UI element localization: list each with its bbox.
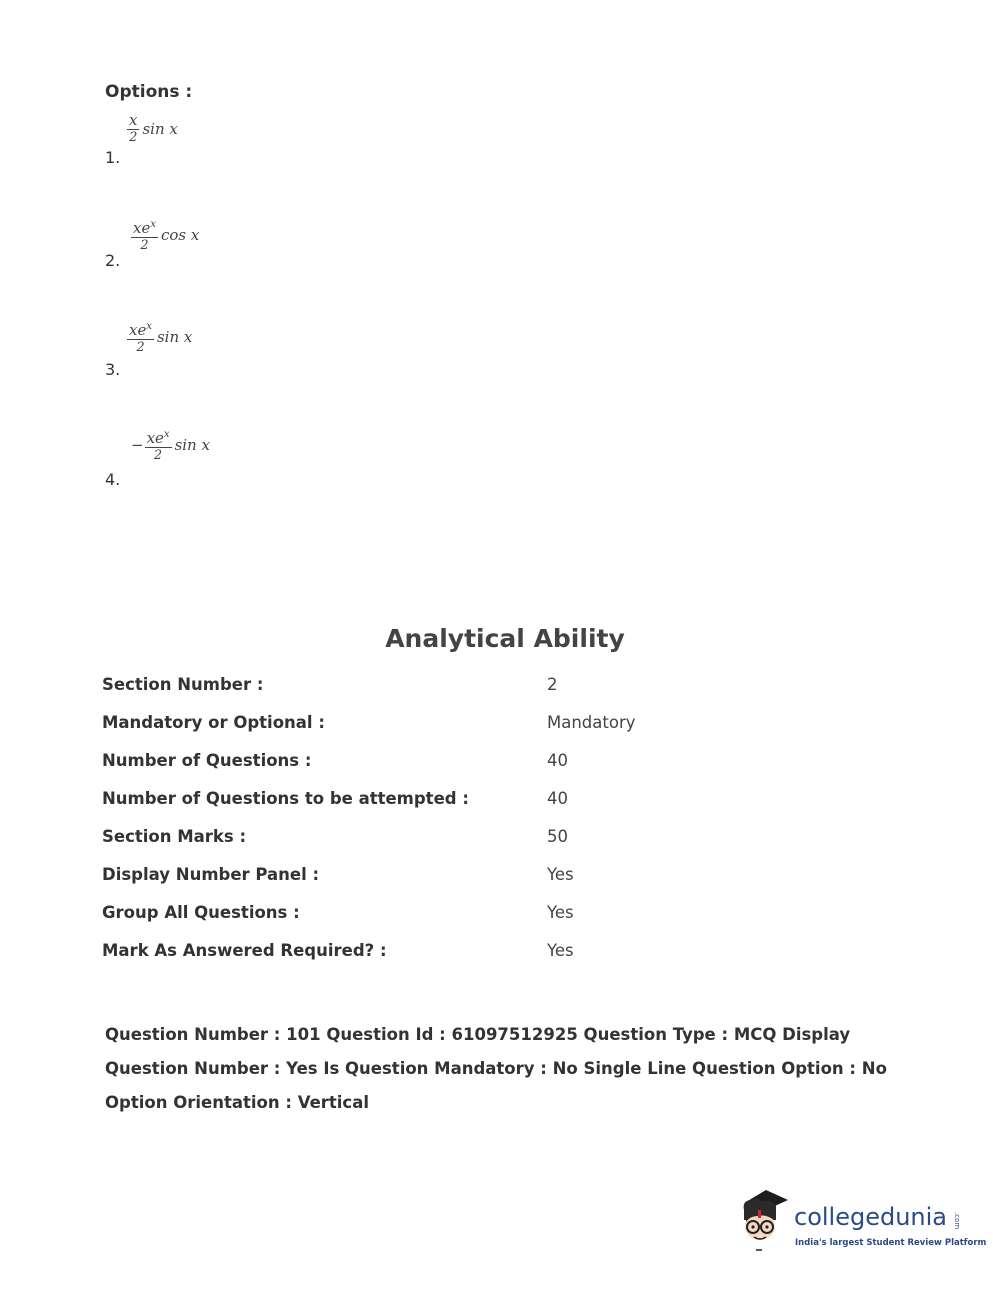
negative-sign: −: [131, 435, 144, 454]
display-panel-label: Display Number Panel :: [102, 865, 320, 884]
option-formula: [127, 112, 178, 145]
option-number: 3.: [105, 360, 121, 379]
display-panel-value: Yes: [547, 865, 574, 884]
logo-wordmark: collegedunia: [794, 1203, 948, 1231]
num-attempted-label: Number of Questions to be attempted :: [102, 789, 469, 808]
option-number: 1.: [105, 148, 121, 167]
options-label: Options :: [105, 82, 193, 102]
denominator: 2: [131, 237, 158, 253]
mandatory-value: Mandatory: [547, 713, 636, 732]
denominator: 2: [127, 129, 139, 145]
option-number: 2.: [105, 251, 121, 270]
option-number: 4.: [105, 470, 121, 489]
exponent: x: [163, 429, 170, 440]
function: sin x: [142, 119, 178, 138]
section-marks-value: 50: [547, 827, 568, 846]
section-title: Analytical Ability: [385, 624, 625, 653]
option-formula: [127, 318, 192, 355]
question-info: Question Number : 101 Question Id : 61097512925 Question Type : MCQ Display Question Number : Yes Is Question Mandatory : No Single Line Question Option : No Option Orientation : Vertical: [105, 1025, 887, 1112]
numerator: xe: [129, 321, 147, 339]
numerator: xe: [133, 219, 151, 237]
denominator: 2: [127, 339, 154, 355]
function: sin x: [174, 435, 210, 454]
exponent: x: [150, 219, 156, 230]
function: sin x: [156, 327, 193, 346]
group-questions-label: Group All Questions :: [102, 903, 300, 922]
mandatory-label: Mandatory or Optional :: [102, 713, 325, 732]
denominator: 2: [145, 447, 172, 463]
section-number-value: 2: [547, 675, 558, 694]
exponent: x: [146, 321, 152, 332]
group-questions-value: Yes: [547, 903, 574, 922]
mark-answered-value: Yes: [547, 941, 574, 960]
num-questions-value: 40: [547, 751, 568, 770]
option-formula: [131, 426, 210, 463]
num-attempted-value: 40: [547, 789, 568, 808]
numerator: xe: [146, 429, 164, 447]
option-formula: [131, 216, 199, 253]
numerator: x: [129, 111, 138, 129]
logo-com: .com: [953, 1212, 961, 1230]
mark-answered-label: Mark As Answered Required? :: [102, 941, 387, 960]
section-number-label: Section Number :: [102, 675, 264, 694]
function: cos x: [160, 225, 200, 244]
section-marks-label: Section Marks :: [102, 827, 247, 846]
collegedunia-mascot-icon: [736, 1188, 796, 1254]
num-questions-label: Number of Questions :: [102, 751, 312, 770]
logo-tagline: India's largest Student Review Platform: [795, 1238, 987, 1248]
